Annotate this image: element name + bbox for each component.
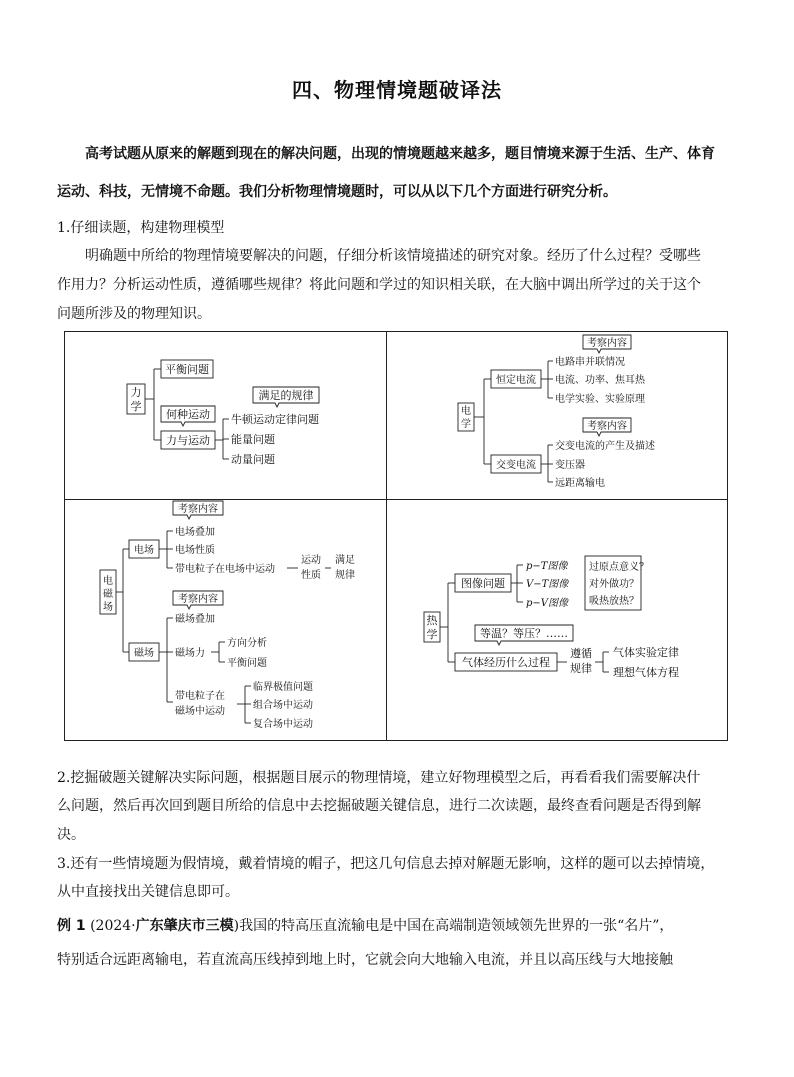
thermal-graph-item-2: V−T图像	[526, 579, 569, 590]
concept-diagram-svg	[65, 332, 729, 742]
fields-root-3: 场	[103, 602, 113, 613]
section2-line-3: 决。	[57, 827, 85, 843]
thermal-graph: 图像问题	[461, 577, 505, 590]
section3-line-2: 从中直接找出关键信息即可。	[57, 884, 239, 900]
example-line-1	[57, 917, 673, 935]
section2-line-2: 么问题，然后再次回到题目所给的信息中去挖掘破题关键信息，进行二次读题，最终查看问题是否得到解	[57, 798, 701, 814]
section1-line-2: 作用力？分析运动性质，遵循哪些规律？将此问题和学过的知识相关联，在大脑中调出所学过的关于这个	[57, 277, 701, 293]
fields-e-item-2: 电场性质	[175, 545, 215, 556]
thermal-question-1: 过原点意义？	[589, 562, 649, 573]
example-line-1-rest: )我国的特高压直流输电是中国在高端制造领域领先世界的一张“名片”，	[233, 918, 674, 934]
thermal-follow-law-1: 遵循	[570, 647, 592, 660]
fields-satisfy-law-1: 满足	[335, 555, 355, 566]
fields-m-particle-item-3: 复合场中运动	[253, 719, 313, 730]
section1-heading: 1.仔细读题，构建物理模型	[57, 220, 225, 236]
section1-line-1: 明确题中所给的物理情境要解决的问题，仔细分析该情境描述的研究对象。经历了什么过程？受哪些	[85, 248, 701, 264]
circuits-dc-item-2: 电流、功率、焦耳热	[555, 375, 645, 386]
circuits-exam-1: 考察内容	[587, 338, 627, 349]
thermal-root-1: 热	[426, 614, 438, 627]
fields-mfield: 磁场	[134, 648, 154, 659]
mechanics-force-motion: 力与运动	[166, 434, 210, 447]
circuits-ac-item-3: 远距离输电	[555, 478, 605, 489]
thermal-root-2: 学	[426, 628, 438, 641]
intro-line-1: 高考试题从原来的解题到现在的解决问题，出现的情境题越来越多，题目情境来源于生活、生产、体育	[85, 146, 715, 162]
mechanics-balance: 平衡问题	[165, 363, 209, 376]
thermal-follow-law-2: 规律	[570, 662, 592, 675]
intro-line-2: 运动、科技，无情境不命题。我们分析物理情境题时，可以从以下几个方面进行研究分析。	[57, 184, 617, 200]
mechanics-which-motion: 何种运动	[166, 408, 210, 421]
fields-e-item-3: 带电粒子在电场中运动	[175, 564, 275, 575]
circuits-dc-item-1: 电路串并联情况	[555, 357, 625, 368]
fields-e-item-1: 电场叠加	[175, 527, 215, 538]
circuits-dc: 恒定电流	[496, 375, 536, 386]
example-line-2: 特别适合远距离输电，若直流高压线掉到地上时，它就会向大地输入电流，并且以高压线与大地接触	[57, 952, 673, 968]
fields-efield: 电场	[134, 545, 154, 556]
section1-line-3: 问题所涉及的物理知识。	[57, 306, 211, 322]
thermal-question-3: 吸热放热？	[589, 596, 639, 607]
circuits-exam-2: 考察内容	[587, 421, 627, 432]
mechanics-law: 满足的规律	[258, 389, 314, 402]
thermal-graph-item-1: p−T图像	[526, 561, 568, 572]
fields-m-force-item-2: 平衡问题	[227, 658, 267, 669]
circuits-root-2: 学	[461, 419, 471, 430]
thermal-process-question: 等温？等压？……	[480, 627, 568, 640]
fields-root-2: 磁	[103, 589, 113, 600]
circuits-ac-item-2: 变压器	[555, 460, 585, 471]
fields-m-particle-item-1: 临界极值问题	[253, 682, 313, 693]
circuits-ac-item-1: 交变电流的产生及描述	[555, 441, 655, 452]
fields-m-force: 磁场力	[175, 648, 205, 659]
mechanics-item-2: 能量问题	[231, 433, 275, 446]
fields-satisfy-law-2: 规律	[335, 570, 355, 581]
fields-m-particle-1: 带电粒子在	[175, 691, 225, 702]
thermal-graph-item-3: p−V图像	[526, 598, 569, 609]
fields-motion-nature-2: 性质	[301, 570, 321, 581]
example-label: 例 1	[57, 918, 86, 934]
circuits-dc-item-3: 电学实验、实验原理	[555, 394, 645, 405]
example-source: 广东肇庆市三模	[135, 918, 234, 934]
fields-m-force-item-1: 方向分析	[227, 638, 267, 649]
mechanics-root-2: 学	[130, 400, 142, 413]
fields-m-particle-item-2: 组合场中运动	[253, 700, 313, 711]
example-source-prefix: (2024·	[90, 918, 136, 934]
fields-root-1: 电	[103, 576, 113, 587]
section2-line-1: 2.挖掘破题关键解决实际问题，根据题目展示的物理情境，建立好物理模型之后，再看看我们需要解决什	[57, 770, 701, 786]
page-title: 四、物理情境题破译法	[292, 78, 502, 102]
fields-m-overlay: 磁场叠加	[175, 614, 215, 625]
fields-exam-2: 考察内容	[178, 594, 218, 605]
thermal-question-2: 对外做功？	[589, 579, 639, 590]
thermal-gas-law-2: 理想气体方程	[613, 666, 679, 679]
mechanics-item-1: 牛顿运动定律问题	[231, 413, 319, 426]
concept-diagram-grid	[64, 331, 728, 741]
section3-line-1: 3.还有一些情境题为假情境，戴着情境的帽子，把这几句信息去掉对解题无影响，这样的题可以去掉情境，	[57, 856, 715, 872]
mechanics-root-1: 力	[130, 386, 142, 399]
circuits-ac: 交变电流	[496, 460, 536, 471]
thermal-gas-law-1: 气体实验定律	[613, 646, 679, 659]
mechanics-item-3: 动量问题	[231, 453, 275, 466]
thermal-gas-process: 气体经历什么过程	[462, 656, 550, 669]
fields-exam-1: 考察内容	[178, 504, 218, 515]
circuits-root-1: 电	[461, 406, 471, 417]
fields-motion-nature-1: 运动	[301, 555, 321, 566]
fields-m-particle-2: 磁场中运动	[175, 706, 225, 717]
